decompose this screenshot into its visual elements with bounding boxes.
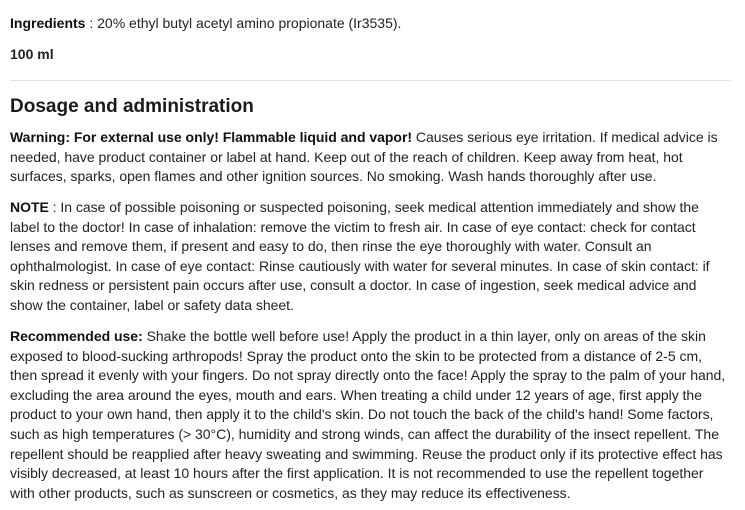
recommended-use-paragraph (10, 327, 732, 503)
section-title: Dosage and administration (10, 96, 254, 117)
warning-text: Causes serious eye irritation. If medical advice is needed, have product container or label at hand. Keep out of the reach of children. Keep away from heat, hot surfaces, sparks, open flames and other ignition sources. No smoking. Wash hands thoroughly after use. (10, 129, 718, 185)
warning-label: Warning: For external use only! Flammable liquid and vapor! (10, 129, 413, 145)
ingredients-line (10, 14, 401, 32)
note-label: NOTE (10, 199, 49, 215)
note-paragraph (10, 198, 732, 316)
recommended-use-label: Recommended use: (10, 328, 143, 344)
ingredients-label: Ingredients (10, 15, 86, 31)
ingredients-text: : 20% ethyl butyl acetyl amino propionate (Ir3535). (85, 15, 402, 31)
volume-text: 100 ml (10, 46, 54, 62)
section-divider (10, 80, 731, 81)
recommended-use-text: Shake the bottle well before use! Apply the product in a thin layer, only on areas of the skin exposed to blood-sucking arthropods! Spray the product onto the skin to be protected from a distance of 2-5 cm, then spread it evenly with your fingers. Do not spray directly onto the face! Apply the spray to the palm of your hand, excluding the area around the eyes, mouth and ears. When treating a child under 12 years of age, first apply the product to your own hand, then apply it to the child's skin. Do not touch the back of the child's hand! Some factors, such as high temperatures (> 30°C), humidity and strong winds, can affect the durability of the insect repellent. The repellent should be reapplied after heavy sweating and swimming. Reuse the product only if its protective effect has visibly decreased, at least 10 hours after the first application. It is not recommended to use the repellent together with other products, such as sunscreen or cosmetics, as they may reduce its effectiveness. (10, 328, 726, 501)
note-text: : In case of possible poisoning or suspected poisoning, seek medical attention immediately and show the label to the doctor! In case of inhalation: remove the victim to fresh air. In case of eye contact: check for contact lenses and remove them, if present and easy to do, then rinse the eye thoroughly with water. Consult an ophthalmologist. In case of eye contact: Rinse cautiously with water for several minutes. In case of skin contact: if skin redness or persistent pain occurs after use, consult a doctor. In case of ingestion, seek medical advice and show the container, label or safety data sheet. (10, 199, 710, 313)
warning-paragraph (10, 128, 732, 187)
